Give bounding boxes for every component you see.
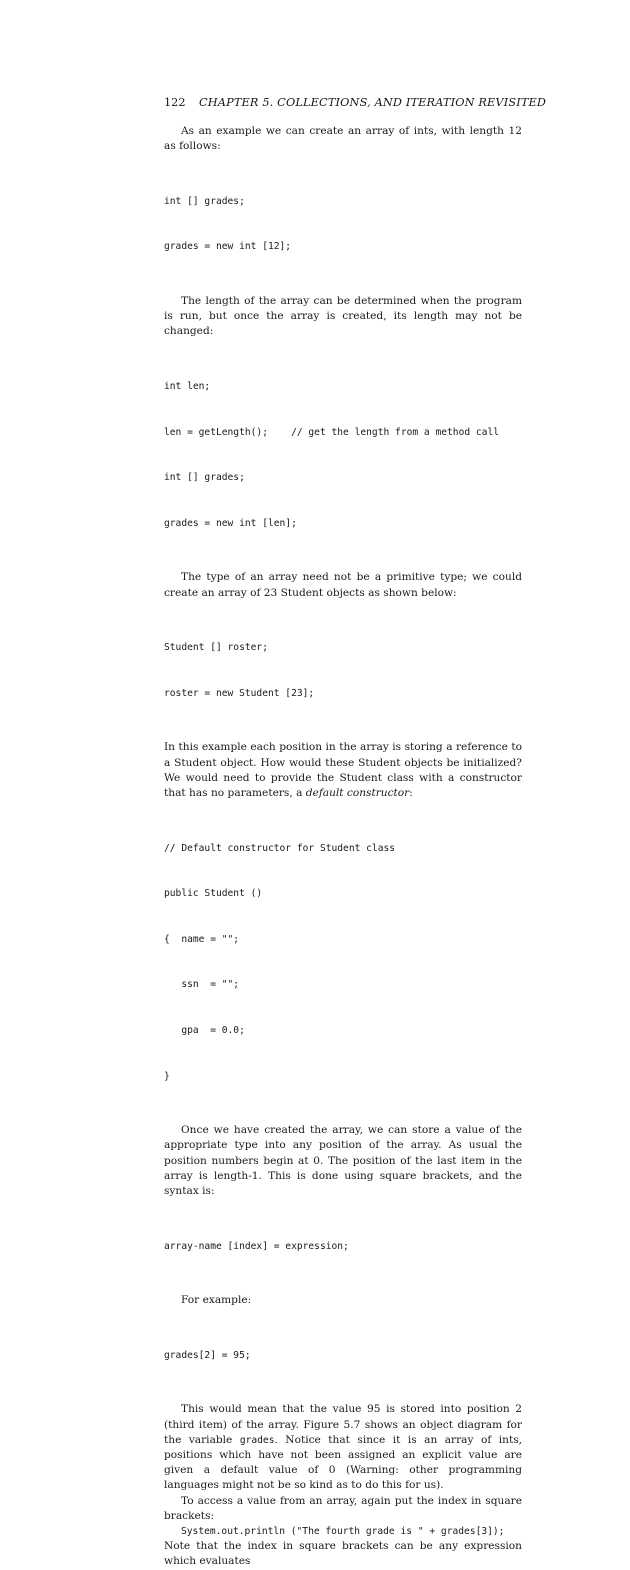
paragraph-text: . Notice that since it is an array of ints, positions which have not been assigned an explicit value are given a default value of 0 (Warning: other programming languages might not be so kind as to do this for us).: [164, 1433, 522, 1492]
code-line: int [] grades;: [164, 472, 245, 484]
code-block-constructor: [164, 810, 522, 1114]
paragraph-text: In this example each position in the array is storing a reference to a Student object. How would these Student objects be initialized? We would need to provide the Student class with a constructor that has no parameters, a: [164, 741, 522, 799]
paragraph-for-example: For example:: [181, 1294, 252, 1307]
paragraph-object-diagram: [164, 1402, 522, 1493]
code-line: roster = new Student [23];: [164, 687, 315, 699]
paragraph-default-constructor: [164, 740, 522, 801]
code-line-println: System.out.println ("The fourth grade is " + grades[3]);: [181, 1526, 505, 1538]
paragraph-store-value: Once we have created the array, we can store a value of the appropriate type into any position of the array. As usual the position numbers begin at 0. The position of the last item in the array is length-1. This is done using square brackets, and the syntax is:: [164, 1124, 522, 1197]
term-default-constructor: default constructor: [305, 787, 410, 799]
paragraph-array-length: The length of the array can be determined when the program is run, but once the array is created, its length may not be changed:: [164, 295, 522, 338]
code-line: grades[2] = 95;: [164, 1349, 251, 1361]
paragraph-access-value: To access a value from an array, again put the index in square brackets:: [164, 1494, 522, 1522]
code-line: { name = "";: [164, 933, 240, 945]
paragraph-text: This would mean that the value 95 is stored into position 2 (third item) of the array. Figure 5.7 shows an object diagram for the variable: [164, 1403, 522, 1446]
chapter-title: CHAPTER 5. COLLECTIONS, AND ITERATION REVISITED: [199, 96, 547, 109]
code-block-roster: [164, 610, 522, 732]
page-number: 122: [164, 96, 186, 109]
code-line: int [] grades;: [164, 195, 245, 207]
code-block-syntax: [164, 1208, 522, 1284]
code-line: gpa = 0.0;: [164, 1024, 245, 1036]
code-line: ssn = "";: [164, 979, 240, 991]
running-header: [164, 96, 547, 110]
code-block-assignment: [164, 1317, 522, 1393]
document-page: [164, 96, 547, 1570]
paragraph-array-intro: As an example we can create an array of ints, with length 12 as follows:: [164, 125, 522, 153]
code-block-grades-12: [164, 163, 522, 285]
code-line: Student [] roster;: [164, 642, 268, 654]
code-line: // Default constructor for Student class: [164, 842, 396, 854]
paragraph-array-type: The type of an array need not be a primitive type; we could create an array of 23 Student objects as shown below:: [164, 571, 522, 599]
code-block-getlength: [164, 349, 522, 562]
code-line: array-name [index] = expression;: [164, 1240, 349, 1252]
code-line: public Student (): [164, 888, 263, 900]
code-line: grades = new int [12];: [164, 241, 292, 253]
code-line: len = getLength(); // get the length from a method call: [164, 426, 500, 438]
inline-code-grades: grades: [239, 1434, 275, 1446]
code-line: grades = new int [len];: [164, 517, 297, 529]
paragraph-punct: :: [409, 787, 413, 799]
paragraph-index-note: Note that the index in square brackets can be any expression which evaluates: [164, 1540, 522, 1568]
code-line: int len;: [164, 381, 211, 393]
code-line: }: [164, 1070, 170, 1082]
